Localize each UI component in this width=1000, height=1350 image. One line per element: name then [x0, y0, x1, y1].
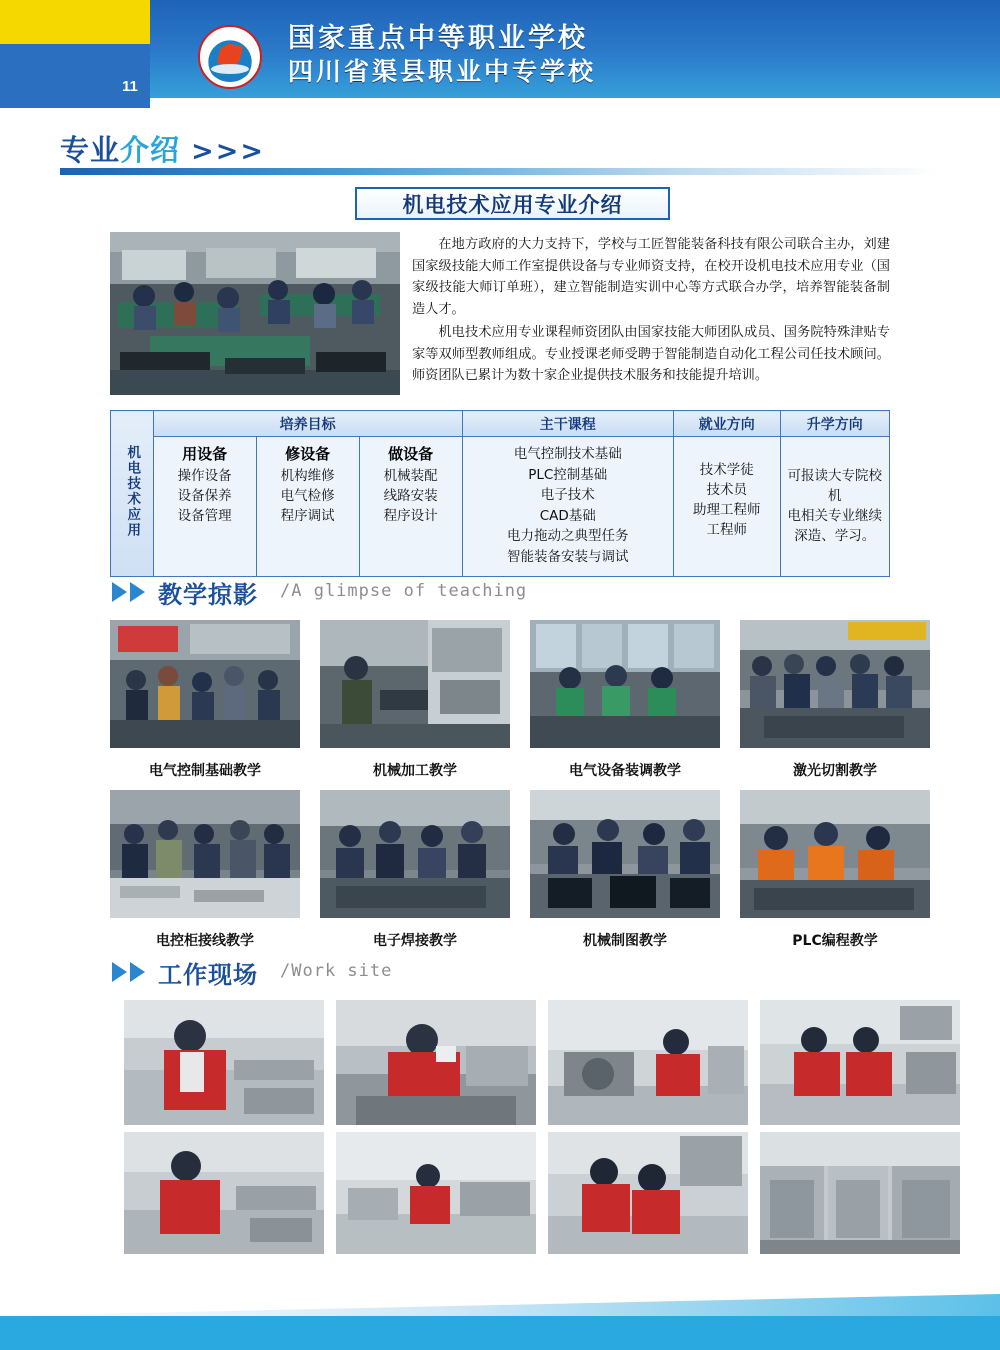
- goal-3-item-1: 机械装配: [383, 468, 438, 484]
- worksite-heading-en: /Work site: [280, 961, 393, 981]
- worksite-photo-5-image: [124, 1132, 324, 1254]
- table-body-row: [111, 437, 890, 577]
- table-header-row: [111, 411, 890, 437]
- teaching-caption-3: 电气设备装调教学: [569, 763, 681, 779]
- table-cell-goal-2: [256, 437, 359, 577]
- header-blue-block: [0, 44, 150, 108]
- teaching-photo-3: [530, 620, 720, 748]
- teaching-section-heading: [112, 578, 732, 608]
- school-title-line2: 四川省渠县职业中专学校: [288, 57, 597, 86]
- teaching-photo-4-image: [740, 620, 930, 748]
- teaching-photo-8-image: [740, 790, 930, 918]
- section-title-block: [60, 128, 940, 174]
- teaching-caption-5: 电控柜接线教学: [156, 933, 254, 949]
- teaching-photo-6: [320, 790, 510, 918]
- goal-1-item-1: 操作设备: [177, 468, 232, 484]
- page-footer: [0, 1278, 1000, 1350]
- employment-1: 技术学徒: [699, 462, 754, 478]
- teaching-photo-7: [530, 790, 720, 918]
- table-cell-employment: [673, 437, 780, 577]
- teaching-photo-5-image: [110, 790, 300, 918]
- table-cell-courses: [462, 437, 673, 577]
- header-titles: [288, 22, 596, 88]
- teaching-photo-2-image: [320, 620, 510, 748]
- page-number: 11: [122, 78, 138, 95]
- goal-2-item-3: 程序调试: [280, 508, 335, 524]
- section-title: [60, 128, 265, 169]
- intro-paragraph-1: 在地方政府的大力支持下，学校与工匠智能装备科技有限公司联合主办，刘建国家级技能大师工作室提供设备与专业师资支持，在校开设机电技术应用专业（国家级技能大师订单班），建立智能制造实训中心等方式联合办学，培养智能装备制造人才。: [412, 237, 890, 317]
- major-table: [110, 410, 890, 577]
- teaching-caption-2: 机械加工教学: [373, 763, 457, 779]
- section-title-part2: 介绍: [120, 133, 181, 167]
- footer-wave-mid: [0, 1294, 1000, 1316]
- teaching-photo-2: [320, 620, 510, 748]
- worksite-photo-6-image: [336, 1132, 536, 1254]
- course-4: CAD基础: [539, 507, 596, 524]
- intro-text: [412, 234, 890, 389]
- course-3: 电子技术: [540, 487, 595, 503]
- worksite-photo-3: [548, 1000, 748, 1125]
- goal-3-item-2: 线路安装: [383, 488, 438, 504]
- table-row-label-text: 机电技术应用: [124, 444, 141, 538]
- table-row-label: [111, 411, 154, 577]
- teaching-caption-4: 激光切割教学: [793, 763, 877, 779]
- table-cell-goal-3: [359, 437, 462, 577]
- goal-2-title: 修设备: [285, 445, 331, 463]
- employment-3: 助理工程师: [692, 502, 761, 518]
- page-header: [0, 0, 1000, 108]
- goal-2-item-2: 电气检修: [280, 488, 335, 504]
- worksite-photo-8-image: [760, 1132, 960, 1254]
- teaching-photo-5: [110, 790, 300, 918]
- teaching-photo-3-image: [530, 620, 720, 748]
- course-2: PLC控制基础: [528, 466, 608, 483]
- worksite-heading-cn: 工作现场: [158, 961, 258, 989]
- teaching-caption-8: PLC编程教学: [792, 933, 878, 949]
- teaching-photo-8: [740, 790, 930, 918]
- employment-4: 工程师: [706, 522, 747, 538]
- further-study-3: 深造、学习。: [794, 528, 876, 544]
- further-study-2: 电相关专业继续: [787, 508, 883, 524]
- triangle-icon-2: [130, 582, 145, 602]
- section-title-part1: 专业: [60, 133, 121, 167]
- teaching-photo-1-image: [110, 620, 300, 748]
- worksite-section-heading: [112, 958, 732, 988]
- goal-2-item-1: 机构维修: [280, 468, 335, 484]
- teaching-heading-cn: 教学掠影: [158, 581, 258, 609]
- section-arrows: >>>: [191, 136, 266, 167]
- table-header-goal: 培养目标: [153, 411, 462, 437]
- worksite-photo-5: [124, 1132, 324, 1254]
- teaching-caption-1: 电气控制基础教学: [149, 763, 261, 779]
- goal-1-title: 用设备: [182, 445, 228, 463]
- teaching-photo-1: [110, 620, 300, 748]
- table-cell-goal-1: [153, 437, 256, 577]
- course-1: 电气控制技术基础: [513, 446, 622, 462]
- table-cell-further-study: [780, 437, 889, 577]
- teaching-photo-4: [740, 620, 930, 748]
- teaching-photo-6-image: [320, 790, 510, 918]
- employment-2: 技术员: [706, 482, 747, 498]
- worksite-photo-3-image: [548, 1000, 748, 1125]
- worksite-photo-7-image: [548, 1132, 748, 1254]
- course-5: 电力拖动之典型任务: [507, 528, 629, 544]
- teaching-caption-6: 电子焊接教学: [373, 933, 457, 949]
- worksite-photo-6: [336, 1132, 536, 1254]
- major-banner: [355, 187, 670, 220]
- section-underline: [60, 168, 940, 175]
- table-header-further-study: 升学方向: [780, 411, 889, 437]
- school-title-line1: 国家重点中等职业学校: [288, 23, 588, 54]
- goal-1-item-2: 设备保养: [177, 488, 232, 504]
- intro-photo-image: [110, 232, 400, 395]
- table-header-employment: 就业方向: [673, 411, 780, 437]
- triangle-icon-3: [112, 962, 127, 982]
- table-header-courses: 主干课程: [462, 411, 673, 437]
- goal-3-item-3: 程序设计: [383, 508, 438, 524]
- worksite-photo-2-image: [336, 1000, 536, 1125]
- worksite-photo-8: [760, 1132, 960, 1254]
- triangle-icon-1: [112, 582, 127, 602]
- footer-bar: [0, 1316, 1000, 1350]
- worksite-photo-4-image: [760, 1000, 960, 1125]
- teaching-photo-7-image: [530, 790, 720, 918]
- school-emblem-icon: [195, 22, 281, 92]
- intro-paragraph-2: 机电技术应用专业课程师资团队由国家技能大师团队成员、国务院特殊津贴专家等双师型教师组成。专业授课老师受聘于智能制造自动化工程公司任技术顾问。 师资团队已累计为数十家企业提供技术服务和技能提升培训。: [412, 325, 890, 383]
- worksite-photo-4: [760, 1000, 960, 1125]
- goal-3-title: 做设备: [388, 445, 434, 463]
- worksite-photo-1: [124, 1000, 324, 1125]
- worksite-photo-2: [336, 1000, 536, 1125]
- worksite-photo-7: [548, 1132, 748, 1254]
- header-yellow-block: [0, 0, 150, 44]
- teaching-heading-en: /A glimpse of teaching: [280, 581, 528, 601]
- worksite-photo-1-image: [124, 1000, 324, 1125]
- teaching-caption-7: 机械制图教学: [583, 933, 667, 949]
- triangle-icon-4: [130, 962, 145, 982]
- major-banner-label: 机电技术应用专业介绍: [402, 192, 623, 217]
- further-study-1: 可报读大专院校机: [787, 468, 883, 504]
- goal-1-item-3: 设备管理: [177, 508, 232, 524]
- intro-photo: [110, 232, 400, 395]
- course-6: 智能装备安装与调试: [507, 548, 629, 565]
